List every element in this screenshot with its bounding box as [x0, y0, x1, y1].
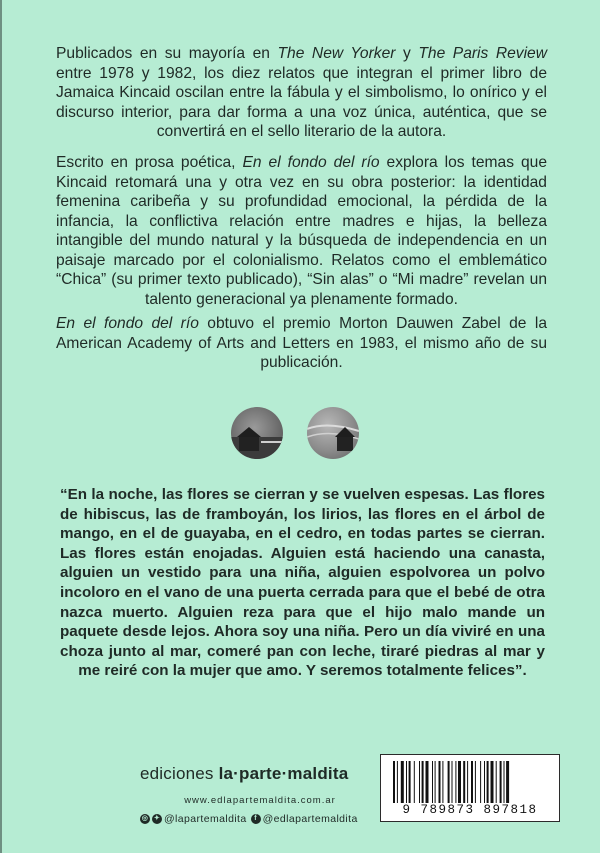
magazine-title-2: The Paris Review — [418, 45, 547, 62]
book-title: En el fondo del río — [56, 315, 199, 332]
house-photo-circle-left — [231, 407, 283, 459]
publisher-website: www.edlapartemaldita.com.ar — [184, 795, 336, 806]
decorative-images — [0, 405, 600, 465]
description-paragraph-2: Escrito en prosa poética, En el fondo del río explora los temas que Kincaid retomará una y otra vez en su obra posterior: la identidad femenina caribeña y su profundidad emocional, la pérdida de la infancia, la conflictiva relación entre madres e hijas, la belleza intangible del mundo natural y la búsqueda de independencia en un paisaje marcado por el colonialismo. Relatos como el emblemático “Chica” (su primer texto publicado), “Sin alas” o “Mi madre” revelan un talento generacional ya plenamente formado. — [56, 154, 547, 308]
magazine-title-1: The New Yorker — [277, 45, 396, 62]
description-paragraph-3: En el fondo del río obtuvo el premio Morton Dauwen Zabel de la American Academy of Arts and Letters en 1983, el mismo año de su publicación. — [56, 315, 547, 371]
isbn-barcode — [380, 754, 560, 822]
social-handle-1: @lapartemaldita — [164, 813, 247, 825]
description-paragraph-1: Publicados en su mayoría en The New Yorker y The Paris Review entre 1978 y 1982, los diez relatos que integran el primer libro de Jamaica Kincaid oscilan entre la fábula y el simbolismo, lo onírico y el discurso interior, para dar forma a una voz única, auténtica, que se convertirá en el sello literario de la autora. — [56, 45, 547, 140]
publisher-logo — [140, 764, 360, 784]
instagram-icon: ◎ — [141, 815, 149, 822]
facebook-icon: f — [251, 814, 261, 824]
twitter-icon: ✦ — [153, 815, 161, 822]
social-handles — [140, 811, 380, 827]
publisher-prefix: ediciones — [140, 764, 219, 783]
social-handle-2: @edlapartemaldita — [262, 813, 358, 825]
book-title: En el fondo del río — [242, 154, 380, 171]
publisher-name: la·parte·maldita — [218, 764, 349, 783]
house-photo-circle-right — [307, 407, 359, 459]
excerpt-quote: “En la noche, las flores se cierran y se vuelven espesas. Las flores de hibiscus, las de framboyán, los lirios, las flores en el árbol de mango, en el de guayaba, en el cedro, en todas partes se cierran. Las flores están enojadas. Alguien está haciendo una canasta, alguien un vestido para una niña, alguien espolvorea un polvo incoloro en el vano de una puerta cerrada para que el bebé de otra nazca muerto. Alguien reza para que el hijo malo mande un paquete desde lejos. Ahora soy una niña. Pero un día viviré en una choza junto al mar, comeré pan con leche, tiraré piedras al mar y me reiré con la mujer que amo. Y seremos totalmente felices”. — [60, 486, 545, 680]
barcode-bars — [393, 761, 547, 803]
isbn-number: 9 789873 897818 — [402, 803, 538, 817]
